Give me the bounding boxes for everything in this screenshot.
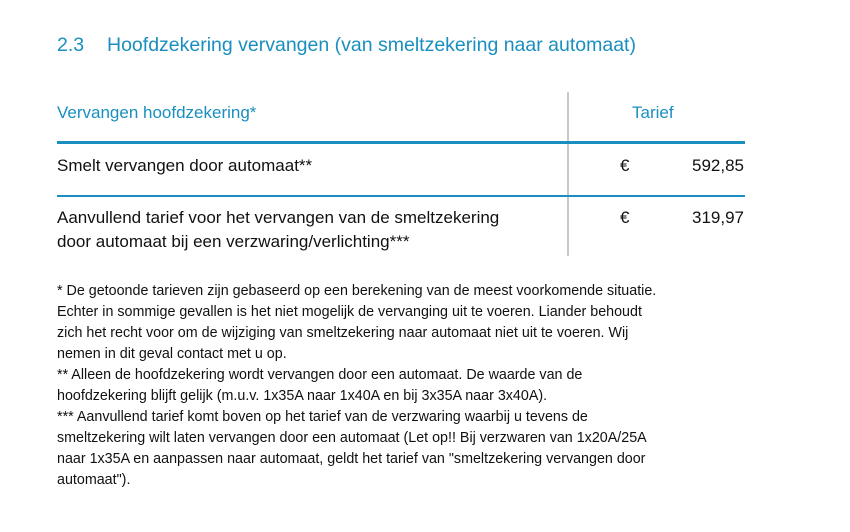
row-description: [57, 206, 562, 254]
row-rule: [57, 195, 745, 197]
header-rule: [57, 141, 745, 144]
footnote-line: *** Aanvullend tarief komt boven op het tarief van de verzwaring waarbij u tevens de: [57, 409, 588, 425]
section-title: Hoofdzekering vervangen (van smeltzekering naar automaat): [107, 34, 636, 56]
footnote-line: zich het recht voor om de wijziging van smeltzekering naar automaat niet uit te voeren. Wij: [57, 325, 629, 341]
section-number: 2.3: [57, 34, 85, 56]
row-amount: 319,97: [692, 208, 744, 227]
row-currency: €: [620, 208, 630, 227]
footnote-line: * De getoonde tarieven zijn gebaseerd op een berekening van de meest voorkomende situatie.: [57, 283, 657, 299]
row-description-line: Aanvullend tarief voor het vervangen van de smeltzekering: [57, 208, 500, 227]
footnote-line: smeltzekering wilt laten vervangen door een automaat (Let op!! Bij verzwaren van 1x20A/25A: [57, 430, 647, 446]
table-header-tariff: Tarief: [632, 103, 674, 122]
footnote-line: ** Alleen de hoofdzekering wordt vervangen door een automaat. De waarde van de: [57, 367, 583, 383]
footnote-line: automaat").: [57, 472, 131, 488]
column-divider: [567, 92, 569, 256]
row-description: Smelt vervangen door automaat**: [57, 156, 313, 175]
section-heading: [57, 34, 636, 57]
footnote-line: Echter in sommige gevallen is het niet mogelijk de vervanging uit te voeren. Liander behoudt: [57, 304, 642, 320]
footnote-line: naar 1x35A en aanpassen naar automaat, geldt het tarief van "smeltzekering vervangen door: [57, 451, 646, 467]
footnote-line: nemen in dit geval contact met u op.: [57, 346, 287, 362]
row-amount: 592,85: [692, 156, 744, 175]
footnote-line: hoofdzekering blijft gelijk (m.u.v. 1x35A naar 1x40A en bij 3x35A naar 3x40A).: [57, 388, 548, 404]
row-description-line: door automaat bij een verzwaring/verlichting***: [57, 232, 410, 251]
footnotes: [57, 281, 777, 491]
table-header-description: Vervangen hoofdzekering*: [57, 103, 257, 122]
row-currency: €: [620, 156, 630, 175]
